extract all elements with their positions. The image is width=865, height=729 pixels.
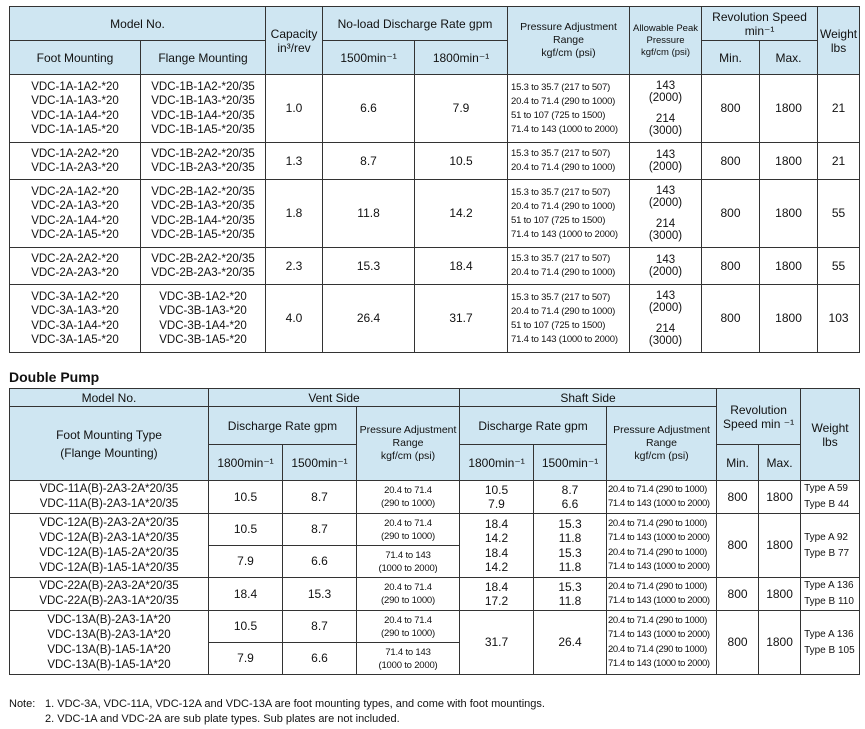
- pressure-line: 20.4 to 71.4 (290 to 1000): [511, 95, 616, 107]
- model-number: VDC-1A-1A3-*20: [31, 95, 119, 108]
- foot-mounting-models: [10, 248, 141, 285]
- shaft-1500-value: [534, 514, 607, 578]
- model-number: VDC-2B-1A2-*20/35: [151, 186, 255, 199]
- pressure-range: [508, 180, 630, 248]
- pressure-line: 20.4 to 71.4 (290 to 1000): [608, 483, 707, 495]
- shaft-1800-header: 1800min⁻¹: [460, 445, 534, 481]
- shaft-value: 7.9: [488, 497, 505, 511]
- single-row: [10, 285, 860, 353]
- weight-line: Type A 59: [804, 483, 848, 494]
- double-models: [10, 578, 209, 611]
- model-number: VDC-2B-2A3-*20/35: [151, 267, 255, 279]
- double-revolution-header: Revolution Speed min ⁻¹: [717, 389, 801, 445]
- shaft-value: 14.2: [484, 560, 509, 574]
- max-speed: 1800: [760, 285, 818, 353]
- model-number: VDC-3A-1A2-*20: [31, 291, 119, 304]
- pressure-line: 71.4 to 143 (1000 to 2000): [511, 228, 618, 240]
- rate-1800-value: 18.4: [415, 248, 508, 285]
- peak-value: 143: [655, 253, 676, 266]
- model-number: VDC-11A(B)-2A3-2A*20/35: [39, 483, 179, 495]
- double-min-speed: 800: [717, 514, 759, 578]
- weight-header: Weight lbs: [818, 7, 860, 75]
- pressure-line: 71.4 to 143: [385, 549, 431, 561]
- rate-1500-value: 26.4: [323, 285, 415, 353]
- model-number: VDC-22A(B)-2A3-2A*20/35: [39, 580, 179, 592]
- pressure-line: 15.3 to 35.7 (217 to 507): [511, 253, 611, 264]
- peak-value: 214: [655, 217, 676, 230]
- single-row: [10, 248, 860, 285]
- model-number: VDC-2A-2A2-*20: [31, 252, 119, 265]
- model-number: VDC-13A(B)-1A5-1A*20: [47, 658, 171, 671]
- min-speed: 800: [702, 285, 760, 353]
- double-pump-table: [9, 388, 860, 675]
- note-2: 2. VDC-1A and VDC-2A are sub plate types. Sub plates are not included.: [45, 713, 400, 725]
- peak-pressure: [630, 285, 702, 353]
- rpm-1500-header: 1500min⁻¹: [323, 41, 415, 75]
- capacity-value: 2.3: [266, 248, 323, 285]
- max-speed: 1800: [760, 180, 818, 248]
- vent-1800-value: 10.5: [209, 514, 283, 546]
- peak-value: (2000): [648, 302, 683, 314]
- vent-1800-value: 18.4: [209, 578, 283, 611]
- foot-mounting-type-header: Foot Mounting Type (Flange Mounting): [10, 407, 209, 481]
- weight-value: 55: [818, 248, 860, 285]
- capacity-value: 1.0: [266, 75, 323, 143]
- capacity-header: Capacity in³/rev: [266, 7, 323, 75]
- pressure-range: [508, 285, 630, 353]
- vent-side-header: Vent Side: [209, 389, 460, 407]
- shaft-side-header: Shaft Side: [460, 389, 717, 407]
- model-number: VDC-3B-1A2-*20: [159, 291, 247, 304]
- rate-1500-value: 6.6: [323, 75, 415, 143]
- double-row: [10, 578, 860, 611]
- min-speed: 800: [702, 75, 760, 143]
- double-pump-title: Double Pump: [9, 369, 100, 385]
- capacity-value: 1.8: [266, 180, 323, 248]
- pressure-line: (290 to 1000): [381, 498, 435, 509]
- model-number: VDC-1B-1A2-*20/35: [151, 81, 255, 94]
- double-min-header: Min.: [717, 445, 759, 481]
- pressure-line: 51 to 107 (725 to 1500): [511, 109, 606, 121]
- pressure-line: (290 to 1000): [381, 595, 435, 606]
- vent-1500-value: 8.7: [283, 514, 357, 546]
- vent-1500-value: 8.7: [283, 481, 357, 514]
- model-number: VDC-1A-2A3-*20: [31, 162, 119, 174]
- peak-pressure: [630, 75, 702, 143]
- peak-value: (3000): [648, 335, 683, 347]
- pressure-line: 15.3 to 35.7 (217 to 507): [511, 291, 611, 303]
- rpm-1800-header: 1800min⁻¹: [415, 41, 508, 75]
- pressure-line: (290 to 1000): [381, 530, 435, 542]
- model-no-header: Model No.: [10, 7, 266, 41]
- shaft-value: 8.7: [561, 482, 579, 497]
- single-row: [10, 180, 860, 248]
- weight-line: Type B 105: [804, 644, 855, 656]
- model-number: VDC-3B-1A3-*20: [159, 305, 247, 318]
- shaft-value: 11.8: [558, 531, 582, 545]
- foot-mounting-models: [10, 143, 141, 180]
- double-weight-header: Weight lbs: [801, 389, 860, 481]
- min-speed: 800: [702, 143, 760, 180]
- vent-pressure: [357, 514, 460, 546]
- flange-mounting-models: [141, 143, 266, 180]
- double-max-speed: 1800: [759, 481, 801, 514]
- shaft-value: 18.4: [484, 579, 509, 594]
- double-models: [10, 481, 209, 514]
- weight-value: 21: [818, 143, 860, 180]
- vent-pressure: [357, 643, 460, 675]
- double-row: [10, 514, 860, 546]
- vent-1500-header: 1500min⁻¹: [283, 445, 357, 481]
- weight-value: 21: [818, 75, 860, 143]
- weight-value: 103: [818, 285, 860, 353]
- shaft-value: 18.4: [484, 545, 509, 560]
- pressure-line: 71.4 to 143 (1000 to 2000): [608, 498, 710, 509]
- pressure-line: 20.4 to 71.4: [384, 517, 432, 529]
- shaft-1500-value: [534, 578, 607, 611]
- note-1: 1. VDC-3A, VDC-11A, VDC-12A and VDC-13A are foot mounting types, and come with foot mountings.: [45, 698, 545, 710]
- model-number: VDC-22A(B)-2A3-1A*20/35: [39, 595, 179, 607]
- shaft-pressure-header: Pressure Adjustment Range kgf/cm (psi): [607, 407, 717, 481]
- flange-mounting-models: [141, 75, 266, 143]
- shaft-value: 15.3: [558, 579, 582, 594]
- double-max-header: Max.: [759, 445, 801, 481]
- pressure-line: 71.4 to 143 (1000 to 2000): [608, 629, 710, 640]
- model-number: VDC-11A(B)-2A3-1A*20/35: [39, 498, 179, 510]
- vent-1500-value: 6.6: [283, 643, 357, 675]
- model-number: VDC-12A(B)-2A3-1A*20/35: [39, 531, 179, 544]
- max-speed: 1800: [760, 143, 818, 180]
- pressure-range: [508, 248, 630, 285]
- pressure-line: 20.4 to 71.4 (290 to 1000): [511, 305, 616, 317]
- model-number: VDC-13A(B)-2A3-1A*20: [47, 628, 171, 641]
- pressure-range: [508, 143, 630, 180]
- pressure-line: 20.4 to 71.4 (290 to 1000): [608, 643, 707, 655]
- pressure-line: 71.4 to 143 (1000 to 2000): [511, 333, 618, 345]
- weight-line: Type A 136: [804, 580, 854, 591]
- double-max-speed: 1800: [759, 578, 801, 611]
- peak-value: 214: [655, 112, 676, 125]
- pressure-line: 71.4 to 143 (1000 to 2000): [608, 561, 710, 572]
- shaft-value: 11.8: [558, 560, 582, 574]
- min-header: Min.: [702, 41, 760, 75]
- shaft-pressure: [607, 578, 717, 611]
- shaft-value: 17.2: [484, 594, 509, 608]
- model-number: VDC-2B-1A3-*20/35: [151, 200, 255, 213]
- pressure-line: 20.4 to 71.4: [384, 614, 432, 626]
- double-weight: [801, 611, 860, 675]
- model-number: VDC-13A(B)-2A3-1A*20: [47, 613, 171, 626]
- model-number: VDC-1B-2A2-*20/35: [151, 147, 255, 160]
- model-number: VDC-1A-1A2-*20: [31, 81, 119, 94]
- vent-1800-value: 7.9: [209, 546, 283, 578]
- double-weight: [801, 481, 860, 514]
- peak-value: (2000): [648, 92, 683, 104]
- shaft-1800-value: [460, 514, 534, 578]
- model-number: VDC-3B-1A4-*20: [159, 319, 247, 332]
- rate-1500-value: 11.8: [323, 180, 415, 248]
- shaft-value: 6.6: [561, 497, 579, 511]
- model-number: VDC-1B-1A4-*20/35: [151, 109, 255, 122]
- peak-value: 143: [655, 184, 676, 197]
- model-number: VDC-3A-1A4-*20: [31, 319, 119, 332]
- pressure-line: 20.4 to 71.4 (290 to 1000): [608, 580, 707, 592]
- model-number: VDC-1A-1A4-*20: [31, 109, 119, 122]
- rate-1800-value: 10.5: [415, 143, 508, 180]
- pressure-line: (290 to 1000): [381, 627, 435, 639]
- peak-pressure-header: Allowable Peak Pressure kgf/cm (psi): [630, 7, 702, 75]
- pressure-line: 71.4 to 143 (1000 to 2000): [608, 658, 710, 669]
- rate-1800-value: 31.7: [415, 285, 508, 353]
- single-row: [10, 143, 860, 180]
- rate-1800-value: 7.9: [415, 75, 508, 143]
- weight-line: Type A 136: [804, 628, 854, 640]
- shaft-1800-value: [460, 578, 534, 611]
- shaft-value: 15.3: [558, 516, 582, 531]
- model-number: VDC-2A-1A4-*20: [31, 214, 119, 227]
- double-min-speed: 800: [717, 481, 759, 514]
- model-number: VDC-1B-2A3-*20/35: [151, 162, 255, 174]
- flange-mounting-models: [141, 248, 266, 285]
- vent-1800-header: 1800min⁻¹: [209, 445, 283, 481]
- peak-value: 143: [655, 289, 676, 302]
- model-number: VDC-2B-1A5-*20/35: [151, 228, 255, 241]
- shaft-1500-value: [534, 481, 607, 514]
- model-number: VDC-12A(B)-1A5-1A*20/35: [39, 561, 179, 574]
- pressure-line: 51 to 107 (725 to 1500): [511, 214, 606, 226]
- foot-mounting-models: [10, 180, 141, 248]
- shaft-value: 15.3: [558, 545, 582, 560]
- double-model-no-header: Model No.: [10, 389, 209, 407]
- pressure-line: 51 to 107 (725 to 1500): [511, 319, 606, 331]
- pressure-line: 71.4 to 143 (1000 to 2000): [608, 532, 710, 543]
- notes-label: Note:: [9, 698, 36, 710]
- weight-line: Type B 44: [804, 499, 850, 510]
- peak-value: 143: [655, 148, 676, 161]
- pressure-line: 71.4 to 143 (1000 to 2000): [608, 595, 710, 606]
- double-max-speed: 1800: [759, 611, 801, 675]
- model-number: VDC-2B-1A4-*20/35: [151, 214, 255, 227]
- model-number: VDC-2A-1A5-*20: [31, 228, 119, 241]
- peak-value: (3000): [648, 125, 683, 137]
- revolution-speed-header: Revolution Speed min⁻¹: [702, 7, 818, 41]
- double-models: [10, 611, 209, 675]
- model-number: VDC-12A(B)-2A3-2A*20/35: [39, 516, 179, 529]
- vent-discharge-header: Discharge Rate gpm: [209, 407, 357, 445]
- model-number: VDC-2A-1A2-*20: [31, 186, 119, 199]
- pressure-line: 15.3 to 35.7 (217 to 507): [511, 81, 611, 93]
- vent-1500-value: 6.6: [283, 546, 357, 578]
- pressure-line: 71.4 to 143 (1000 to 2000): [511, 123, 618, 135]
- shaft-pressure: [607, 611, 717, 675]
- pressure-line: 20.4 to 71.4: [384, 582, 432, 593]
- peak-pressure: [630, 180, 702, 248]
- shaft-value: 31.7: [484, 635, 509, 650]
- vent-pressure: [357, 481, 460, 514]
- double-row: [10, 611, 860, 643]
- peak-value: 214: [655, 322, 676, 335]
- flange-mounting-header: Flange Mounting: [141, 41, 266, 75]
- model-number: VDC-3A-1A3-*20: [31, 305, 119, 318]
- model-number: VDC-2B-2A2-*20/35: [151, 252, 255, 265]
- weight-line: Type B 77: [804, 547, 850, 559]
- pressure-line: 15.3 to 35.7 (217 to 507): [511, 186, 611, 198]
- model-number: VDC-13A(B)-1A5-1A*20: [47, 643, 171, 656]
- model-number: VDC-1A-1A5-*20: [31, 123, 119, 136]
- model-number: VDC-1B-1A5-*20/35: [151, 123, 255, 136]
- shaft-value: 18.4: [484, 516, 509, 531]
- vent-1800-value: 7.9: [209, 643, 283, 675]
- peak-pressure: [630, 248, 702, 285]
- pressure-line: (1000 to 2000): [378, 562, 438, 574]
- capacity-value: 1.3: [266, 143, 323, 180]
- model-number: VDC-2A-1A3-*20: [31, 200, 119, 213]
- model-number: VDC-1A-2A2-*20: [31, 147, 119, 160]
- peak-pressure: [630, 143, 702, 180]
- pressure-line: 20.4 to 71.4 (290 to 1000): [511, 267, 616, 278]
- double-max-speed: 1800: [759, 514, 801, 578]
- foot-mounting-models: [10, 75, 141, 143]
- model-number: VDC-2A-2A3-*20: [31, 267, 119, 279]
- shaft-pressure: [607, 481, 717, 514]
- vent-pressure-header: Pressure Adjustment Range kgf/cm (psi): [357, 407, 460, 481]
- flange-mounting-models: [141, 180, 266, 248]
- vent-1500-value: 15.3: [283, 578, 357, 611]
- weight-line: Type B 110: [804, 596, 854, 607]
- peak-value: (2000): [648, 197, 683, 209]
- shaft-value: 11.8: [558, 594, 582, 608]
- vent-1800-value: 10.5: [209, 481, 283, 514]
- capacity-value: 4.0: [266, 285, 323, 353]
- foot-mounting-models: [10, 285, 141, 353]
- vent-pressure: [357, 546, 460, 578]
- peak-value: 143: [655, 79, 676, 92]
- vent-pressure: [357, 611, 460, 643]
- double-row: [10, 481, 860, 514]
- shaft-value: 26.4: [558, 635, 582, 650]
- foot-mounting-header: Foot Mounting: [10, 41, 141, 75]
- min-speed: 800: [702, 248, 760, 285]
- shaft-1500-header: 1500min⁻¹: [534, 445, 607, 481]
- vent-1800-value: 10.5: [209, 611, 283, 643]
- double-min-speed: 800: [717, 578, 759, 611]
- peak-value: (2000): [648, 161, 683, 173]
- pressure-line: 20.4 to 71.4: [384, 485, 432, 496]
- rate-1500-value: 8.7: [323, 143, 415, 180]
- model-number: VDC-3A-1A5-*20: [31, 333, 119, 346]
- pressure-line: 15.3 to 35.7 (217 to 507): [511, 148, 611, 159]
- pressure-line: 20.4 to 71.4 (290 to 1000): [608, 614, 707, 626]
- double-weight: [801, 578, 860, 611]
- vent-pressure: [357, 578, 460, 611]
- peak-value: (2000): [648, 266, 683, 278]
- max-speed: 1800: [760, 75, 818, 143]
- single-pump-table: [9, 6, 860, 353]
- double-weight: [801, 514, 860, 578]
- pressure-line: 20.4 to 71.4 (290 to 1000): [608, 546, 707, 558]
- double-models: [10, 514, 209, 578]
- rate-1500-value: 15.3: [323, 248, 415, 285]
- no-load-header: No-load Discharge Rate gpm: [323, 7, 508, 41]
- flange-mounting-models: [141, 285, 266, 353]
- pressure-range: [508, 75, 630, 143]
- weight-value: 55: [818, 180, 860, 248]
- double-min-speed: 800: [717, 611, 759, 675]
- model-number: VDC-12A(B)-1A5-2A*20/35: [39, 546, 179, 559]
- shaft-value: 14.2: [484, 531, 509, 545]
- pressure-line: 71.4 to 143: [385, 646, 431, 658]
- pressure-line: (1000 to 2000): [378, 659, 438, 671]
- pressure-line: 20.4 to 71.4 (290 to 1000): [511, 200, 616, 212]
- model-number: VDC-3B-1A5-*20: [159, 333, 247, 346]
- single-row: [10, 75, 860, 143]
- pressure-line: 20.4 to 71.4 (290 to 1000): [511, 162, 616, 173]
- pressure-line: 20.4 to 71.4 (290 to 1000): [608, 517, 707, 529]
- vent-1500-value: 8.7: [283, 611, 357, 643]
- shaft-1800-value: [460, 481, 534, 514]
- shaft-pressure: [607, 514, 717, 578]
- shaft-value: 10.5: [484, 482, 509, 497]
- max-header: Max.: [760, 41, 818, 75]
- pressure-adjustment-header: Pressure Adjustment Range kgf/cm (psi): [508, 7, 630, 75]
- shaft-1500-value: [534, 611, 607, 675]
- rate-1800-value: 14.2: [415, 180, 508, 248]
- peak-value: (3000): [648, 230, 683, 242]
- weight-line: Type A 92: [804, 531, 848, 543]
- shaft-discharge-header: Discharge Rate gpm: [460, 407, 607, 445]
- model-number: VDC-1B-1A3-*20/35: [151, 95, 255, 108]
- max-speed: 1800: [760, 248, 818, 285]
- min-speed: 800: [702, 180, 760, 248]
- shaft-1800-value: [460, 611, 534, 675]
